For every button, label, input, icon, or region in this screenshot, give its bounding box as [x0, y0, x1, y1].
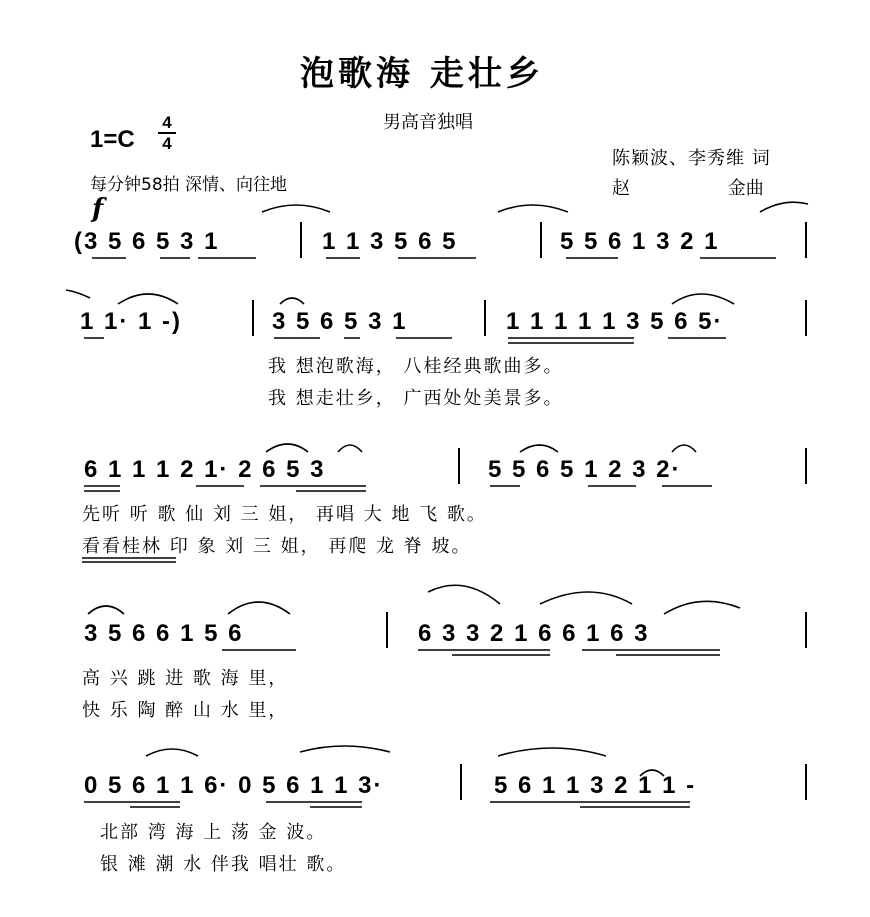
slur-mark [280, 298, 304, 304]
slur-mark [88, 606, 124, 614]
slur-mark [118, 294, 178, 304]
lyricist-credit: 陈颖波、李秀维 词 [612, 148, 771, 169]
key-signature: 1=C [90, 126, 135, 153]
row5-lyric-verse1: 北部 湾 海 上 荡 金 波。 [100, 822, 327, 843]
row5-measure1: 0 5 6 1 1 6· 0 5 6 1 1 3· [84, 772, 384, 799]
slur-mark [672, 294, 734, 304]
slur-mark [664, 601, 740, 614]
row2-measure2: 3 5 6 5 3 1 [272, 308, 408, 335]
row3-measure2: 5 5 6 5 1 2 3 2· [488, 456, 682, 483]
row4-lyric-verse2: 快 乐 陶 醉 山 水 里， [82, 700, 289, 721]
row2-lyric-verse1: 我 想泡歌海， 八桂经典歌曲多。 [268, 356, 564, 377]
row4-measure1: 3 5 6 6 1 5 6 [84, 620, 244, 647]
song-subtitle: 男高音独唱 [383, 112, 473, 133]
composer-credit: 赵 金曲 [612, 178, 764, 199]
row1-measure1: (3 5 6 5 3 1 [74, 228, 220, 255]
slur-mark [266, 444, 308, 452]
slur-mark [228, 602, 290, 614]
slur-mark [300, 746, 390, 752]
slur-mark [498, 748, 606, 756]
row2-measure1: 1 1· 1 -) [80, 308, 183, 335]
slur-mark [640, 770, 664, 776]
row3-lyric-verse2: 看看桂林 印 象 刘 三 姐， 再爬 龙 脊 坡。 [82, 536, 472, 557]
tempo-marking: 每分钟58拍 深情、向往地 [90, 175, 288, 195]
row4-measure2: 6 3 3 2 1 6 6 1 6 3 [418, 620, 650, 647]
row5-measure2: 5 6 1 1 3 2 1 1 - [494, 772, 697, 799]
row2-lyric-verse2: 我 想走壮乡， 广西处处美景多。 [268, 388, 564, 409]
time-signature-bottom: 4 [162, 134, 172, 153]
slur-mark [66, 290, 90, 298]
time-signature-top: 4 [162, 113, 172, 132]
row1-measure2: 1 1 3 5 6 5 [322, 228, 458, 255]
dynamic-marking: f [92, 194, 104, 224]
row3-lyric-verse1: 先听 听 歌 仙 刘 三 姐， 再唱 大 地 飞 歌。 [82, 504, 487, 525]
slur-mark [146, 749, 198, 756]
slur-mark [672, 445, 696, 452]
song-title: 泡歌海 走壮乡 [300, 54, 544, 94]
row5-lyric-verse2: 银 滩 潮 水 伴我 唱壮 歌。 [100, 854, 347, 875]
slur-mark [540, 592, 632, 604]
row2-measure3: 1 1 1 1 1 3 5 6 5· [506, 308, 724, 335]
slur-mark [760, 202, 808, 212]
row4-lyric-verse1: 高 兴 跳 进 歌 海 里， [82, 668, 289, 689]
row3-measure1: 6 1 1 1 2 1· 2 6 5 3 [84, 456, 326, 483]
slur-mark [338, 445, 362, 452]
slur-mark [428, 585, 500, 604]
slur-mark [262, 205, 330, 212]
row1-measure3: 5 5 6 1 3 2 1 [560, 228, 720, 255]
slur-mark [520, 445, 558, 452]
slur-mark [498, 205, 568, 212]
